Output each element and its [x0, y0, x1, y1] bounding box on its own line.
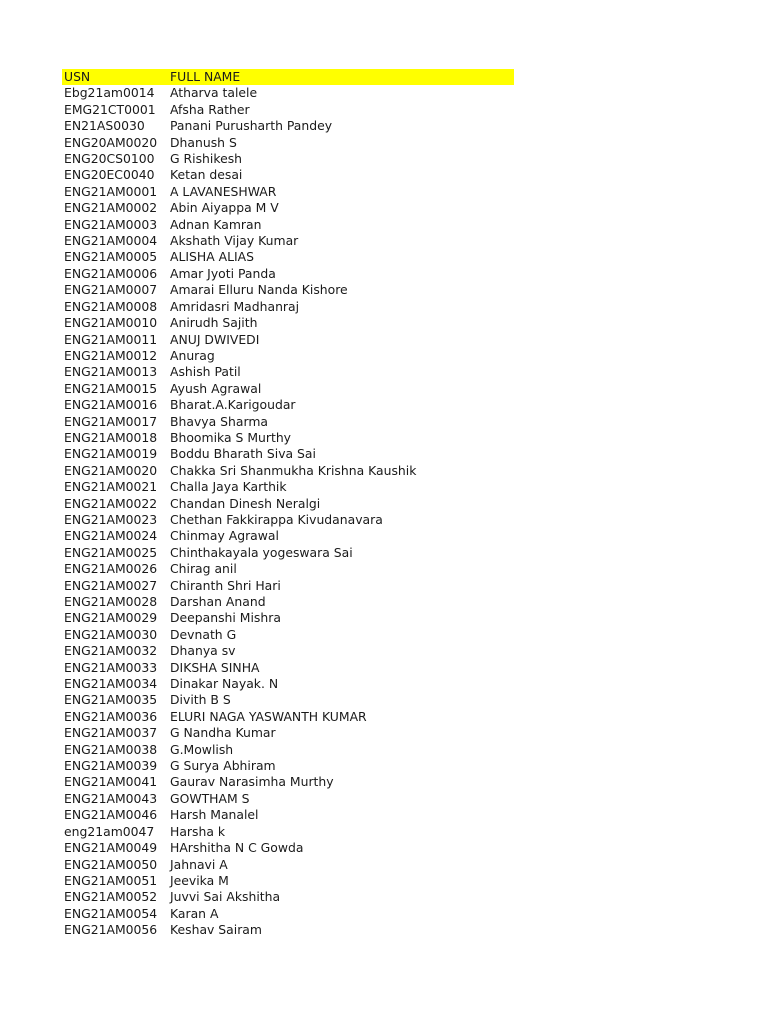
usn-cell: ENG21AM0021 [64, 479, 158, 495]
table-row [62, 660, 514, 676]
usn-cell: ENG21AM0007 [64, 282, 158, 298]
column-header-full-name: FULL NAME [170, 69, 241, 84]
table-row [62, 774, 514, 790]
full-name-cell: HArshitha N C Gowda [170, 840, 304, 856]
table-row [62, 118, 514, 134]
usn-cell: ENG21AM0004 [64, 233, 158, 249]
full-name-cell: G Surya Abhiram [170, 758, 276, 774]
usn-cell: ENG21AM0013 [64, 364, 158, 380]
table-row [62, 824, 514, 840]
full-name-cell: Dinakar Nayak. N [170, 676, 279, 692]
usn-cell: ENG21AM0022 [64, 495, 158, 511]
usn-cell: ENG21AM0016 [64, 397, 158, 413]
full-name-cell: Divith B S [170, 692, 231, 708]
full-name-cell: Challa Jaya Karthik [170, 479, 287, 495]
full-name-cell: Karan A [170, 905, 219, 921]
usn-cell: ENG21AM0011 [64, 331, 158, 347]
full-name-cell: Harsh Manalel [170, 807, 259, 823]
table-row [62, 528, 514, 544]
table-row [62, 561, 514, 577]
usn-cell: ENG21AM0026 [64, 561, 158, 577]
usn-cell: ENG21AM0049 [64, 840, 158, 856]
usn-cell: ENG21AM0036 [64, 708, 158, 724]
table-row [62, 364, 514, 380]
table-row [62, 922, 514, 938]
full-name-cell: Ayush Agrawal [170, 380, 262, 396]
full-name-cell: Juvvi Sai Akshitha [170, 889, 281, 905]
table-row [62, 545, 514, 561]
table-row [62, 610, 514, 626]
full-name-cell: G.Mowlish [170, 741, 234, 757]
usn-cell: ENG21AM0019 [64, 446, 158, 462]
full-name-cell: A LAVANESHWAR [170, 183, 277, 199]
full-name-cell: Dhanya sv [170, 643, 236, 659]
full-name-cell: Deepanshi Mishra [170, 610, 281, 626]
full-name-cell: Afsha Rather [170, 101, 250, 117]
table-row [62, 233, 514, 249]
usn-cell: Ebg21am0014 [64, 85, 155, 101]
full-name-cell: Jeevika M [170, 872, 229, 888]
full-name-cell: Bhoomika S Murthy [170, 429, 292, 445]
full-name-cell: Amridasri Madhanraj [170, 298, 300, 314]
usn-cell: ENG21AM0001 [64, 183, 158, 199]
full-name-cell: Chinmay Agrawal [170, 528, 279, 544]
full-name-cell: Adnan Kamran [170, 216, 262, 232]
full-name-cell: Ashish Patil [170, 364, 241, 380]
full-name-cell: Chinthakayala yogeswara Sai [170, 544, 353, 560]
full-name-cell: Chakka Sri Shanmukha Krishna Kaushik [170, 462, 417, 478]
table-row [62, 906, 514, 922]
usn-cell: ENG21AM0037 [64, 725, 158, 741]
table-row [62, 889, 514, 905]
full-name-cell: Darshan Anand [170, 594, 266, 609]
table-row [62, 857, 514, 873]
table-row [62, 446, 514, 462]
usn-cell: ENG21AM0008 [64, 298, 158, 314]
table-row [62, 315, 514, 331]
usn-cell: ENG21AM0020 [64, 462, 158, 478]
usn-cell: ENG21AM0010 [64, 315, 158, 331]
full-name-cell: Panani Purusharth Pandey [170, 118, 333, 134]
full-name-cell: Amarai Elluru Nanda Kishore [170, 282, 348, 298]
table-header-row [62, 69, 514, 85]
usn-cell: ENG21AM0029 [64, 610, 158, 626]
table-row [62, 627, 514, 643]
full-name-cell: Anurag [170, 347, 215, 363]
usn-cell: EMG21CT0001 [64, 101, 156, 117]
full-name-cell: Devnath G [170, 626, 237, 642]
full-name-cell: Bhavya Sharma [170, 413, 268, 429]
table-row [62, 430, 514, 446]
full-name-cell: Bharat.A.Karigoudar [170, 397, 296, 413]
table-row [62, 151, 514, 167]
table-row [62, 200, 514, 216]
table-row [62, 676, 514, 692]
table-row [62, 282, 514, 298]
table-row [62, 840, 514, 856]
full-name-cell: ALISHA ALIAS [170, 249, 255, 265]
table-row [62, 643, 514, 659]
usn-cell: ENG21AM0025 [64, 544, 158, 560]
usn-cell: ENG21AM0005 [64, 249, 158, 265]
usn-cell: ENG21AM0035 [64, 692, 158, 708]
usn-cell: ENG21AM0056 [64, 922, 158, 938]
usn-cell: ENG21AM0017 [64, 413, 158, 429]
usn-cell: ENG21AM0024 [64, 528, 158, 544]
table-row [62, 217, 514, 233]
full-name-cell: Chethan Fakkirappa Kivudanavara [170, 511, 383, 527]
usn-cell: eng21am0047 [64, 823, 155, 839]
full-name-cell: Chandan Dinesh Neralgi [170, 495, 321, 511]
table-row [62, 184, 514, 200]
usn-cell: ENG21AM0038 [64, 741, 158, 757]
full-name-cell: G Rishikesh [170, 151, 243, 167]
full-name-cell: Atharva talele [170, 85, 258, 101]
table-row [62, 414, 514, 430]
full-name-cell: ANUJ DWIVEDI [170, 331, 260, 347]
table-row [62, 266, 514, 282]
full-name-cell: Dhanush S [170, 134, 237, 150]
full-name-cell: Boddu Bharath Siva Sai [170, 446, 316, 462]
table-row [62, 578, 514, 594]
usn-cell: ENG21AM0006 [64, 265, 158, 281]
full-name-cell: Abin Aiyappa M V [170, 200, 279, 216]
table-row [62, 249, 514, 265]
table-row [62, 709, 514, 725]
usn-cell: ENG20EC0040 [64, 167, 155, 183]
usn-cell: ENG21AM0018 [64, 429, 158, 445]
table-row [62, 758, 514, 774]
usn-cell: ENG21AM0030 [64, 626, 158, 642]
full-name-cell: DIKSHA SINHA [170, 659, 260, 675]
full-name-cell: Chiranth Shri Hari [170, 577, 281, 593]
table-row [62, 332, 514, 348]
full-name-cell: Amar Jyoti Panda [170, 265, 276, 281]
table-row [62, 512, 514, 528]
full-name-cell: Jahnavi A [170, 856, 228, 872]
table-row [62, 397, 514, 413]
usn-cell: ENG21AM0050 [64, 856, 158, 872]
table-row [62, 381, 514, 397]
usn-cell: ENG21AM0033 [64, 659, 158, 675]
usn-cell: ENG21AM0027 [64, 577, 158, 593]
table-row [62, 135, 514, 151]
table-body [62, 85, 514, 938]
full-name-cell: Chirag anil [170, 561, 237, 577]
table-row [62, 496, 514, 512]
usn-cell: ENG21AM0051 [64, 872, 158, 888]
table-row [62, 791, 514, 807]
usn-cell: ENG21AM0023 [64, 511, 158, 527]
full-name-cell: Harsha k [170, 823, 226, 839]
table-row [62, 594, 514, 610]
table-row [62, 299, 514, 315]
usn-cell: ENG21AM0015 [64, 380, 158, 396]
table-row [62, 102, 514, 118]
full-name-cell: G Nandha Kumar [170, 725, 276, 741]
table-row [62, 348, 514, 364]
full-name-cell: Ketan desai [170, 167, 243, 183]
usn-cell: ENG21AM0012 [64, 347, 158, 363]
usn-cell: ENG21AM0034 [64, 676, 158, 692]
table-row [62, 807, 514, 823]
usn-cell: ENG21AM0054 [64, 905, 158, 921]
usn-cell: ENG21AM0052 [64, 889, 158, 905]
full-name-cell: GOWTHAM S [170, 790, 250, 806]
usn-cell: ENG20AM0020 [64, 134, 158, 150]
usn-cell: ENG21AM0003 [64, 216, 158, 232]
table-row [62, 85, 514, 101]
usn-cell: ENG21AM0041 [64, 774, 158, 790]
usn-cell: ENG21AM0043 [64, 790, 158, 806]
usn-cell: ENG21AM0028 [64, 594, 158, 609]
table-row [62, 479, 514, 495]
student-table [62, 69, 514, 939]
table-row [62, 725, 514, 741]
table-row [62, 742, 514, 758]
table-row [62, 167, 514, 183]
table-row [62, 463, 514, 479]
full-name-cell: Gaurav Narasimha Murthy [170, 774, 334, 790]
usn-cell: ENG21AM0046 [64, 807, 158, 823]
full-name-cell: Anirudh Sajith [170, 315, 258, 331]
column-header-usn: USN [64, 69, 91, 84]
full-name-cell: Akshath Vijay Kumar [170, 233, 299, 249]
full-name-cell: Keshav Sairam [170, 922, 262, 938]
usn-cell: ENG21AM0039 [64, 758, 158, 774]
usn-cell: ENG21AM0002 [64, 200, 158, 216]
full-name-cell: ELURI NAGA YASWANTH KUMAR [170, 708, 367, 724]
usn-cell: ENG21AM0032 [64, 643, 158, 659]
table-row [62, 692, 514, 708]
usn-cell: ENG20CS0100 [64, 151, 155, 167]
table-row [62, 873, 514, 889]
usn-cell: EN21AS0030 [64, 118, 145, 134]
